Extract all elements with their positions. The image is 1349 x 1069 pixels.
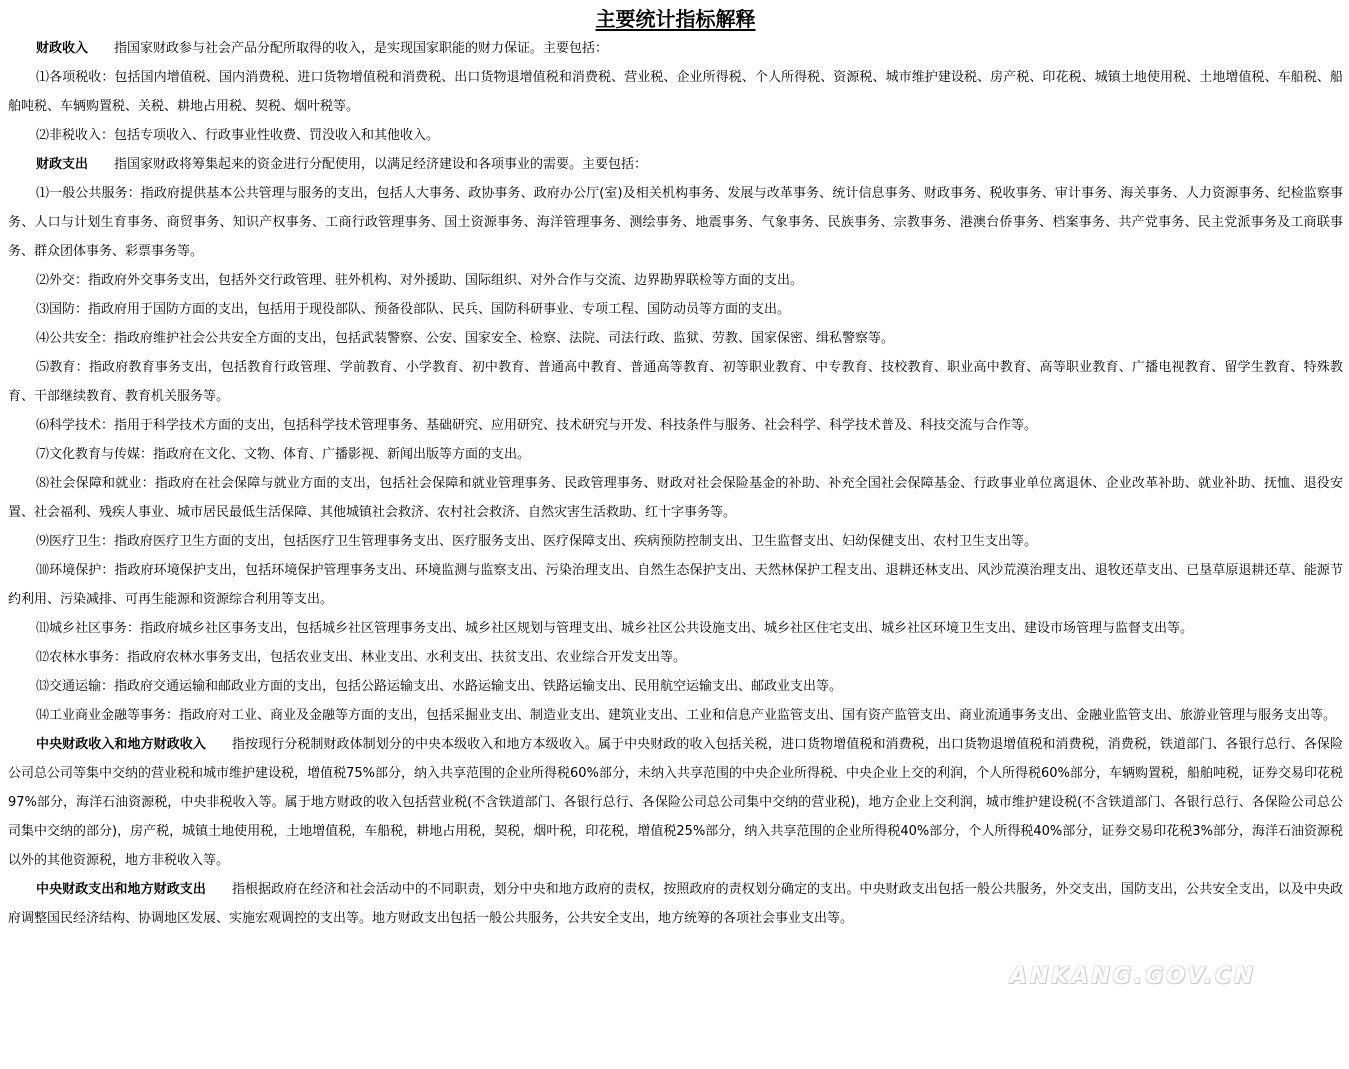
term-definition: 指根据政府在经济和社会活动中的不同职责，划分中央和地方政府的责权，按照政府的责权划分确定的支出。中央财政支出包括一般公共服务，外交支出，国防支出，公共安全支出，以及中央政府调整国民经济结构、协调地区发展、实施宏观调控的支出等。地方财政支出包括一般公共服务，公共安全支出，地方统筹的各项社会事业支出等。 bbox=[8, 882, 1343, 926]
list-item: ⑾城乡社区事务：指政府城乡社区事务支出，包括城乡社区管理事务支出、城乡社区规划与管理支出、城乡社区公共设施支出、城乡社区住宅支出、城乡社区环境卫生支出、建设市场管理与监督支出等。 bbox=[36, 621, 1194, 636]
list-item: ⑶国防：指政府用于国防方面的支出，包括用于现役部队、预备役部队、民兵、国防科研事业、专项工程、国防动员等方面的支出。 bbox=[36, 302, 791, 317]
list-item: ⑴一般公共服务：指政府提供基本公共管理与服务的支出，包括人大事务、政协事务、政府办公厅(室)及相关机构事务、发展与改革事务、统计信息事务、财政事务、税收事务、审计事务、海关事务、人力资源事务、纪检监察事务、人口与计划生育事务、商贸事务、知识产权事务、工商行政管理事务、国土资源事务、海洋管理事务、测绘事务、地震事务、气象事务、民族事务、宗教事务、港澳台侨事务、档案事务、共产党事务、民主党派事务及工商联事务、群众团体事务、彩票事务等。 bbox=[8, 186, 1343, 259]
term-label: 中央财政支出和地方财政支出 bbox=[36, 882, 206, 897]
list-item: ⑿农林水事务：指政府农林水事务支出，包括农业支出、林业支出、水利支出、扶贫支出、农业综合开发支出等。 bbox=[36, 650, 687, 665]
list-item: ⑸教育：指政府教育事务支出，包括教育行政管理、学前教育、小学教育、初中教育、普通高中教育、普通高等教育、初等职业教育、中专教育、技校教育、职业高中教育、高等职业教育、广播电视教育、留学生教育、特殊教育、干部继续教育、教育机关服务等。 bbox=[8, 360, 1343, 404]
term-label: 财政收入 bbox=[36, 41, 89, 56]
list-item: ⑴各项税收：包括国内增值税、国内消费税、进口货物增值税和消费税、出口货物退增值税和消费税、营业税、企业所得税、个人所得税、资源税、城市维护建设税、房产税、印花税、城镇土地使用税、土地增值税、车船税、船舶吨税、车辆购置税、关税、耕地占用税、契税、烟叶税等。 bbox=[8, 70, 1343, 114]
term-definition: 指国家财政将筹集起来的资金进行分配使用，以满足经济建设和各项事业的需要。主要包括： bbox=[114, 157, 648, 172]
term-label: 中央财政收入和地方财政收入 bbox=[36, 737, 206, 752]
list-item: ⑵外交：指政府外交事务支出，包括外交行政管理、驻外机构、对外援助、国际组织、对外合作与交流、边界勘界联检等方面的支出。 bbox=[36, 273, 804, 288]
list-item: ⑷公共安全：指政府维护社会公共安全方面的支出，包括武装警察、公安、国家安全、检察、法院、司法行政、监狱、劳教、国家保密、缉私警察等。 bbox=[36, 331, 895, 346]
definition-paragraph bbox=[8, 34, 1343, 63]
watermark: ANKANG.GOV.CN bbox=[1010, 964, 1256, 989]
term-definition: 指国家财政参与社会产品分配所取得的收入，是实现国家职能的财力保证。主要包括： bbox=[114, 41, 609, 56]
list-item: ⑽环境保护：指政府环境保护支出，包括环境保护管理事务支出、环境监测与监察支出、污染治理支出、自然生态保护支出、天然林保护工程支出、退耕还林支出、风沙荒漠治理支出、退牧还草支出、已垦草原退耕还草、能源节约利用、污染减排、可再生能源和资源综合利用等支出。 bbox=[8, 563, 1343, 607]
list-item: ⑹科学技术：指用于科学技术方面的支出，包括科学技术管理事务、基础研究、应用研究、技术研究与开发、科技条件与服务、社会科学、科学技术普及、科技交流与合作等。 bbox=[36, 418, 1038, 433]
list-item: ⒁工业商业金融等事务：指政府对工业、商业及金融等方面的支出，包括采掘业支出、制造业支出、建筑业支出、工业和信息产业监管支出、国有资产监管支出、商业流通事务支出、金融业监管支出、旅游业管理与服务支出等。 bbox=[36, 708, 1337, 723]
list-item: ⑻社会保障和就业：指政府在社会保障与就业方面的支出，包括社会保障和就业管理事务、民政管理事务、财政对社会保险基金的补助、补充全国社会保障基金、行政事业单位离退休、企业改革补助、就业补助、抚恤、退役安置、社会福利、残疾人事业、城市居民最低生活保障、其他城镇社会救济、农村社会救济、自然灾害生活救助、红十字事务等。 bbox=[8, 476, 1343, 520]
page-title: 主要统计指标解释 bbox=[595, 7, 756, 31]
definition-paragraph bbox=[8, 150, 1343, 179]
definition-paragraph bbox=[8, 730, 1343, 875]
list-item: ⑼医疗卫生：指政府医疗卫生方面的支出，包括医疗卫生管理事务支出、医疗服务支出、医疗保障支出、疾病预防控制支出、卫生监督支出、妇幼保健支出、农村卫生支出等。 bbox=[36, 534, 1038, 549]
definition-paragraph bbox=[8, 875, 1343, 933]
list-item: ⑺文化教育与传媒：指政府在文化、文物、体育、广播影视、新闻出版等方面的支出。 bbox=[36, 447, 531, 462]
term-definition: 指按现行分税制财政体制划分的中央本级收入和地方本级收入。属于中央财政的收入包括关税，进口货物增值税和消费税，出口货物退增值税和消费税，消费税，铁道部门、各银行总行、各保险公司总公司等集中交纳的营业税和城市维护建设税，增值税75%部分，纳入共享范围的企业所得税60%部分，未纳入共享范围的中央企业所得税、中央企业上交的利润，个人所得税60%部分，车辆购置税，船舶吨税，证券交易印花税97%部分，海洋石油资源税，中央非税收入等。属于地方财政的收入包括营业税(不含铁道部门、各银行总行、各保险公司总公司集中交纳的营业税)，地方企业上交利润，城市维护建设税(不含铁道部门、各银行总行、各保险公司总公司集中交纳的部分)，房产税，城镇土地使用税，土地增值税，车船税，耕地占用税，契税，烟叶税，印花税，增值税25%部分，纳入共享范围的企业所得税40%部分，个人所得税40%部分，证券交易印花税3%部分，海洋石油资源税以外的其他资源税，地方非税收入等。 bbox=[8, 737, 1343, 868]
term-label: 财政支出 bbox=[36, 157, 89, 172]
list-item: ⒀交通运输：指政府交通运输和邮政业方面的支出，包括公路运输支出、水路运输支出、铁路运输支出、民用航空运输支出、邮政业支出等。 bbox=[36, 679, 843, 694]
list-item: ⑵非税收入：包括专项收入、行政事业性收费、罚没收入和其他收入。 bbox=[36, 128, 440, 143]
